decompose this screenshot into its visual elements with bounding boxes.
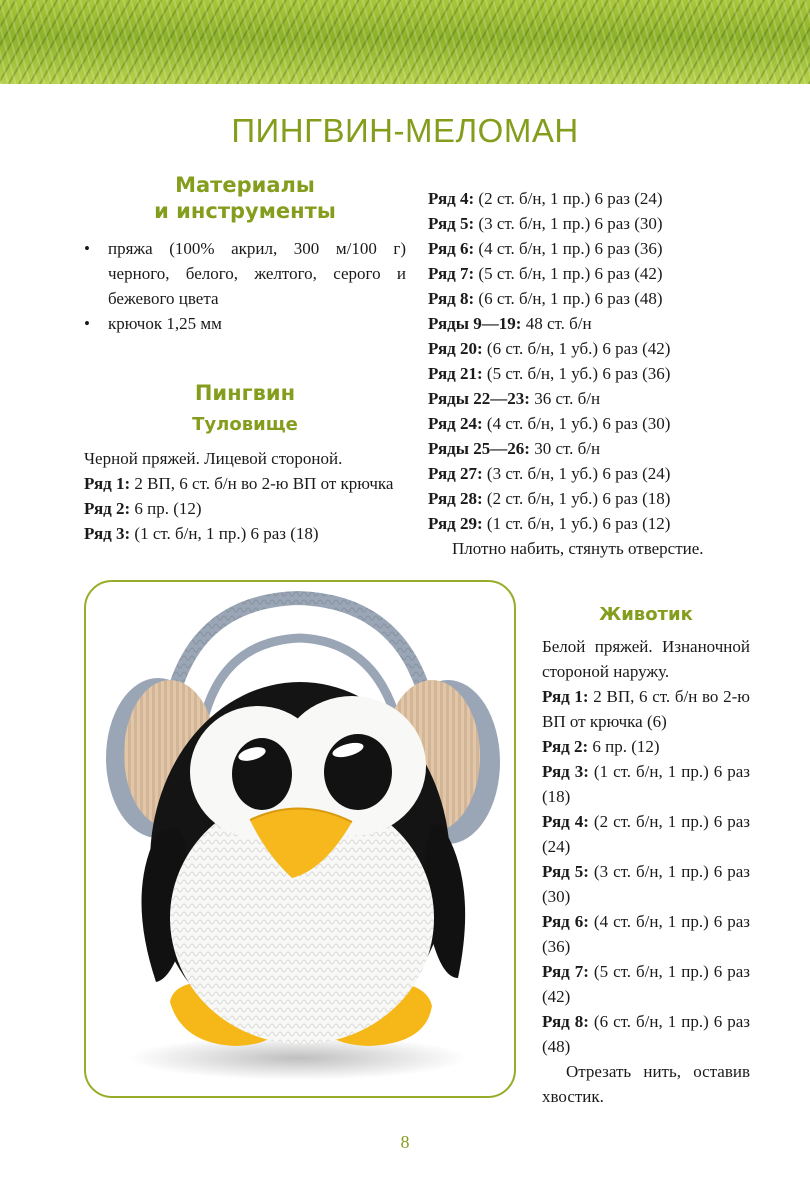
instruction-row: Ряд 3: (1 ст. б/н, 1 пр.) 6 раз (18) [84, 524, 319, 543]
instruction-row: Ряд 2: 6 пр. (12) [84, 499, 202, 518]
left-column [84, 172, 406, 546]
bullet-icon: • [84, 314, 90, 333]
page-title: ПИНГВИН-МЕЛОМАН [231, 112, 579, 149]
body-closing: Плотно набить, стянуть отверстие. [452, 539, 704, 558]
instruction-row: Ряды 9—19: 48 ст. б/н [428, 314, 592, 333]
body-instructions [84, 446, 406, 546]
page-number: 8 [400, 1132, 410, 1152]
instruction-row: Ряд 29: (1 ст. б/н, 1 уб.) 6 раз (12) [428, 514, 671, 533]
materials-heading-line2: и инструменты [154, 199, 336, 223]
right-eye [324, 734, 392, 810]
instruction-row: Ряд 2: 6 пр. (12) [542, 737, 660, 756]
instruction-row: Ряд 6: (4 ст. б/н, 1 пр.) 6 раз (36) [428, 239, 663, 258]
materials-item [84, 236, 406, 311]
body-subheading: Туловище [192, 414, 298, 435]
instruction-row: Ряд 6: (4 ст. б/н, 1 пр.) 6 раз (36) [542, 912, 750, 956]
instruction-row: Ряд 3: (1 ст. б/н, 1 пр.) 6 раз (18) [542, 762, 750, 806]
penguin-heading: Пингвин [194, 381, 296, 405]
instruction-row: Ряд 4: (2 ст. б/н, 1 пр.) 6 раз (24) [542, 812, 750, 856]
instruction-row: Ряд 21: (5 ст. б/н, 1 уб.) 6 раз (36) [428, 364, 671, 383]
materials-heading [84, 172, 406, 224]
instruction-row: Ряд 1: 2 ВП, 6 ст. б/н во 2-ю ВП от крючка [84, 474, 394, 493]
instruction-row: Ряд 27: (3 ст. б/н, 1 уб.) 6 раз (24) [428, 464, 671, 483]
materials-list [84, 236, 406, 336]
penguin-toy-image [86, 582, 514, 1096]
body-intro: Черной пряжей. Лицевой стороной. [84, 449, 343, 468]
instruction-row: Ряды 25—26: 30 ст. б/н [428, 439, 601, 458]
instruction-row: Ряд 24: (4 ст. б/н, 1 уб.) 6 раз (30) [428, 414, 671, 433]
instruction-row: Ряд 1: 2 ВП, 6 ст. б/н во 2-ю ВП от крючка (6) [542, 687, 750, 731]
instruction-row: Ряд 5: (3 ст. б/н, 1 пр.) 6 раз (30) [542, 862, 750, 906]
penguin-photo-frame [84, 580, 516, 1098]
belly-column [542, 604, 750, 1109]
materials-item-text: крючок 1,25 мм [108, 314, 222, 333]
belly-intro: Белой пряжей. Изнаночной стороной наружу. [542, 637, 750, 681]
bullet-icon: • [84, 239, 90, 258]
instruction-row: Ряд 4: (2 ст. б/н, 1 пр.) 6 раз (24) [428, 189, 663, 208]
instruction-row: Ряд 7: (5 ст. б/н, 1 пр.) 6 раз (42) [428, 264, 663, 283]
belly-heading: Животик [599, 604, 693, 625]
instruction-row: Ряд 8: (6 ст. б/н, 1 пр.) 6 раз (48) [428, 289, 663, 308]
instruction-row: Ряд 7: (5 ст. б/н, 1 пр.) 6 раз (42) [542, 962, 750, 1006]
left-eye [232, 738, 292, 810]
grass-banner [0, 0, 810, 84]
instruction-row: Ряд 28: (2 ст. б/н, 1 уб.) 6 раз (18) [428, 489, 671, 508]
instruction-row: Ряд 20: (6 ст. б/н, 1 уб.) 6 раз (42) [428, 339, 671, 358]
belly-instructions [542, 634, 750, 1109]
instruction-row: Ряд 5: (3 ст. б/н, 1 пр.) 6 раз (30) [428, 214, 663, 233]
right-column [428, 186, 750, 561]
materials-heading-line1: Материалы [175, 173, 315, 197]
materials-item [84, 311, 406, 336]
instruction-row: Ряд 8: (6 ст. б/н, 1 пр.) 6 раз (48) [542, 1012, 750, 1056]
belly-closing: Отрезать нить, оставив хвостик. [542, 1062, 750, 1106]
materials-item-text: пряжа (100% акрил, 300 м/100 г) черного, белого, желтого, серого и бежевого цвета [108, 239, 406, 308]
instruction-row: Ряды 22—23: 36 ст. б/н [428, 389, 601, 408]
